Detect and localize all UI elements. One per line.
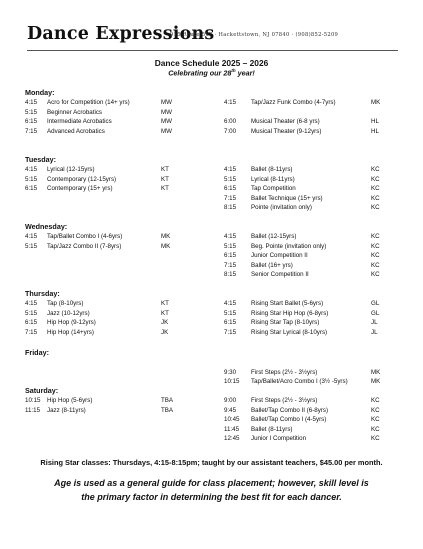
- class-instructor: KC: [371, 271, 380, 279]
- class-name: Tap/Ballet Combo I (4-6yrs): [47, 233, 123, 240]
- class-time: 4:15: [25, 300, 38, 307]
- class-name: Tap/Jazz Combo II (7-8yrs): [47, 242, 122, 250]
- class-time: 4:15: [224, 166, 237, 173]
- class-instructor: KC: [371, 185, 380, 193]
- class-instructor: TBA: [161, 406, 174, 414]
- class-time: 5:15: [224, 242, 237, 250]
- class-time: 6:15: [25, 118, 38, 126]
- class-instructor: JL: [371, 319, 378, 327]
- class-instructor: MW: [161, 127, 172, 135]
- class-name: Musical Theater (9-12yrs): [251, 127, 322, 135]
- class-row: [224, 415, 384, 425]
- class-time: 4:15: [25, 99, 38, 106]
- class-instructor: HL: [371, 118, 379, 126]
- class-time: 9:00: [224, 397, 237, 404]
- class-name: Hip Hop (14+yrs): [47, 328, 94, 336]
- class-name: Rising Star Lyrical (8-10yrs): [251, 328, 328, 336]
- class-row: [25, 299, 175, 309]
- class-time: 5:15: [25, 108, 38, 116]
- class-name: Contemporary (15+ yrs): [47, 185, 113, 193]
- class-instructor: JK: [161, 328, 169, 336]
- class-time: 9:30: [224, 368, 237, 376]
- class-row: [224, 358, 384, 368]
- class-instructor: MK: [371, 99, 381, 106]
- class-time: 5:15: [224, 175, 237, 183]
- class-name: Contemporary (12-15yrs): [47, 175, 117, 183]
- subtitle-main: Celebrating our 28: [168, 68, 232, 78]
- day-heading: Saturday:: [25, 386, 59, 395]
- class-time: 7:15: [224, 194, 237, 202]
- class-row: [224, 117, 384, 127]
- class-row: [25, 242, 175, 252]
- class-time: 7:15: [25, 127, 38, 135]
- class-row: [224, 328, 384, 338]
- class-time: 7:15: [224, 328, 237, 336]
- class-row: [224, 368, 384, 378]
- class-name: Beg. Pointe (invitation only): [251, 242, 327, 250]
- class-row: [25, 108, 175, 118]
- class-row: [224, 377, 384, 387]
- class-name: Lyrical (8-11yrs): [251, 175, 295, 183]
- class-name: First Steps (2½ - 3½yrs): [251, 397, 318, 404]
- class-row: [224, 318, 384, 328]
- class-instructor: GL: [371, 300, 380, 307]
- class-row: [25, 175, 175, 185]
- class-name: Acro for Competition (14+ yrs): [47, 99, 130, 106]
- class-instructor: KC: [371, 175, 380, 183]
- class-time: 4:15: [224, 300, 237, 307]
- class-time: 10:45: [224, 416, 240, 424]
- day-heading: Thursday:: [25, 289, 60, 298]
- rising-star-note: Rising Star classes: Thursdays, 4:15-8:15pm; taught by our assistant teachers, $45.00 per month.: [40, 458, 383, 467]
- class-instructor: JK: [161, 319, 169, 327]
- footer-line-1: Age is used as a general guide for class placement; however, skill level is: [54, 478, 369, 488]
- class-row: [224, 203, 384, 213]
- class-name: Senior Competition II: [251, 271, 309, 279]
- class-time: 5:15: [25, 242, 38, 250]
- class-time: 4:15: [25, 166, 38, 173]
- class-time: 4:15: [224, 233, 237, 240]
- class-instructor: KC: [371, 194, 380, 202]
- class-row: [224, 242, 384, 252]
- class-instructor: KT: [161, 166, 169, 173]
- class-row: [25, 127, 175, 137]
- class-row: [224, 299, 384, 309]
- class-time: 5:15: [25, 309, 38, 317]
- class-name: Tap/Jazz Funk Combo (4-7yrs): [251, 99, 336, 106]
- class-name: Hip Hop (9-12yrs): [47, 319, 96, 327]
- class-time: 6:15: [224, 252, 237, 260]
- class-row: [25, 232, 175, 242]
- class-instructor: KT: [161, 300, 169, 307]
- class-name: Rising Star Hip Hop (6-8yrs): [251, 309, 329, 317]
- class-row: [224, 175, 384, 185]
- schedule-subtitle: [0, 68, 423, 77]
- class-instructor: KC: [371, 425, 380, 433]
- class-name: Pointe (invitation only): [251, 204, 312, 212]
- class-time: 6:15: [25, 319, 38, 327]
- class-name: Tap (8-10yrs): [47, 300, 84, 307]
- class-time: 10:15: [224, 378, 240, 386]
- class-time: 6:15: [224, 185, 237, 193]
- class-name: First Steps (2½ - 3½yrs): [251, 368, 318, 376]
- class-name: Junior I Competition: [251, 435, 307, 443]
- class-name: Ballet/Tap Combo II (6-8yrs): [251, 406, 329, 414]
- day-heading: Tuesday:: [25, 155, 57, 164]
- subtitle-sup: th: [231, 68, 236, 73]
- class-row: [224, 270, 384, 280]
- class-row: [224, 251, 384, 261]
- class-instructor: JL: [371, 328, 378, 336]
- class-row: [224, 434, 384, 444]
- class-time: 10:15: [25, 397, 41, 404]
- class-name: Beginner Acrobatics: [47, 108, 103, 116]
- class-row: [25, 117, 175, 127]
- class-name: Junior Competition II: [251, 252, 308, 260]
- class-row: [25, 328, 175, 338]
- class-instructor: MK: [371, 378, 381, 386]
- class-name: Intermediate Acrobatics: [47, 118, 112, 126]
- class-time: 7:15: [224, 261, 237, 269]
- class-instructor: MW: [161, 99, 172, 106]
- footer-line-2: the primary factor in determining the best fit for each dancer.: [81, 491, 342, 502]
- class-row: [224, 194, 384, 204]
- class-row: [224, 309, 384, 319]
- class-name: Rising Star Tap (8-10yrs): [251, 319, 320, 327]
- class-name: Rising Start Ballet (5-6yrs): [251, 300, 324, 307]
- class-row: [224, 261, 384, 271]
- class-row: [25, 396, 175, 406]
- class-time: 4:15: [25, 233, 38, 240]
- class-row: [224, 165, 384, 175]
- class-name: Jazz (8-11yrs): [47, 406, 86, 414]
- class-time: 12:45: [224, 435, 240, 443]
- class-name: Ballet (16+ yrs): [251, 261, 293, 269]
- header-divider: [27, 50, 398, 51]
- class-name: Musical Theater (6-8 yrs): [251, 118, 320, 126]
- class-instructor: MK: [161, 242, 171, 250]
- studio-name: Dance Expressions: [27, 24, 215, 44]
- class-name: Hip Hop (5-6yrs): [47, 397, 93, 404]
- class-instructor: HL: [371, 127, 379, 135]
- class-instructor: MW: [161, 118, 172, 126]
- class-instructor: KC: [371, 416, 380, 424]
- class-instructor: TBA: [161, 397, 174, 404]
- class-name: Ballet/Tap Combo I (4-5yrs): [251, 416, 327, 424]
- class-time: 11:45: [224, 425, 240, 433]
- class-name: Ballet (8-11yrs): [251, 425, 293, 433]
- class-instructor: MK: [371, 368, 381, 376]
- class-time: 8:15: [224, 204, 237, 212]
- class-time: 6:15: [25, 185, 38, 193]
- class-row: [25, 98, 175, 108]
- class-instructor: GL: [371, 309, 380, 317]
- class-time: 6:00: [224, 118, 237, 126]
- class-name: Ballet Technique (15+ yrs): [251, 194, 323, 202]
- class-instructor: KC: [371, 397, 380, 404]
- placement-footer: [0, 477, 423, 504]
- class-row: [224, 396, 384, 406]
- class-row: [224, 232, 384, 242]
- class-time: 11:15: [25, 406, 41, 414]
- class-name: Jazz (10-12yrs): [47, 309, 90, 317]
- class-name: Advanced Acrobatics: [47, 127, 105, 135]
- class-row: [25, 406, 175, 416]
- class-row: [25, 165, 175, 175]
- class-row: [224, 98, 384, 108]
- class-name: Tap/Ballet/Acro Combo I (3½ -5yrs): [251, 378, 348, 386]
- class-instructor: KC: [371, 261, 380, 269]
- class-instructor: KC: [371, 166, 380, 173]
- day-heading: Monday:: [25, 88, 55, 97]
- class-time: 9:45: [224, 406, 237, 414]
- class-name: Ballet (8-11yrs): [251, 166, 293, 173]
- class-row: [224, 406, 384, 416]
- class-time: 4:15: [224, 99, 237, 106]
- class-row: [224, 425, 384, 435]
- class-name: Lyrical (12-15yrs): [47, 166, 95, 173]
- class-row: [25, 309, 175, 319]
- day-heading: Wednesday:: [25, 222, 68, 231]
- class-time: 7:15: [25, 328, 38, 336]
- class-instructor: MW: [161, 108, 172, 116]
- class-row: [224, 108, 384, 118]
- class-row: [224, 127, 384, 137]
- class-instructor: KC: [371, 204, 380, 212]
- class-instructor: KC: [371, 242, 380, 250]
- class-instructor: KC: [371, 406, 380, 414]
- subtitle-end: year!: [235, 68, 255, 78]
- class-instructor: MK: [161, 233, 171, 240]
- class-instructor: KC: [371, 252, 380, 260]
- class-instructor: KT: [161, 175, 169, 183]
- class-time: 5:15: [25, 175, 38, 183]
- class-name: Tap Competition: [251, 185, 296, 193]
- class-time: 5:15: [224, 309, 237, 317]
- class-time: 8:15: [224, 271, 237, 279]
- class-time: 7:00: [224, 127, 237, 135]
- class-instructor: KT: [161, 185, 169, 193]
- class-instructor: KT: [161, 309, 169, 317]
- class-row: [224, 184, 384, 194]
- class-row: [25, 318, 175, 328]
- header: [27, 24, 407, 52]
- schedule-title: Dance Schedule 2025 – 2026: [154, 58, 269, 68]
- class-name: Ballet (12-15yrs): [251, 233, 297, 240]
- class-instructor: KC: [371, 435, 380, 443]
- class-instructor: KC: [371, 233, 380, 240]
- studio-address: 915 Route 517 · Hackettstown, NJ 07840 · (908)852-5209: [170, 32, 339, 38]
- day-heading: Friday:: [25, 348, 49, 357]
- class-row: [25, 184, 175, 194]
- class-time: 6:15: [224, 319, 237, 327]
